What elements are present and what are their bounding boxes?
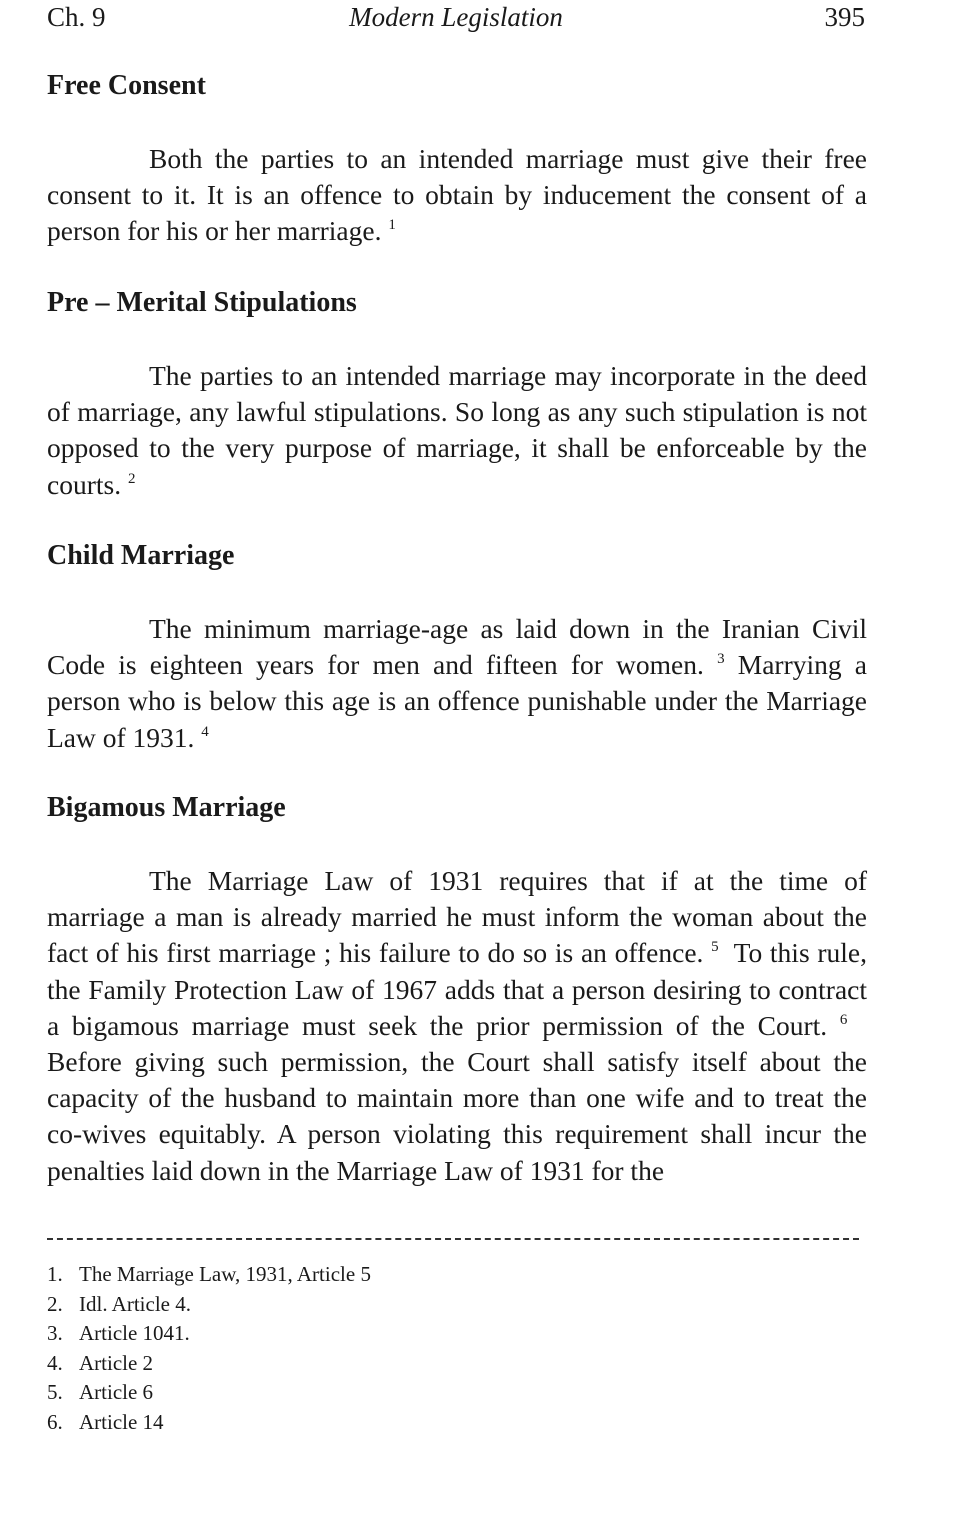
footnote-item — [47, 1260, 371, 1290]
footnote-number: 6. — [47, 1409, 63, 1434]
page-number: 395 — [824, 2, 865, 32]
section-paragraph-pre-merital-stipulations — [47, 358, 867, 503]
footnote-number: 5. — [47, 1380, 63, 1404]
footnote-number: 2. — [47, 1291, 63, 1316]
footnote-reference: 3 — [717, 650, 725, 667]
section-heading-bigamous-marriage: Bigamous Marriage — [47, 792, 286, 823]
footnote-reference: 2 — [127, 470, 136, 487]
paragraph-text: The Marriage Law of 1931 requires that if at the time of marriage a man is already married he must inform the woman about the fact of his first marriage ; his failure to do so is an offence. — [47, 865, 867, 969]
footnote-reference: 5 — [711, 939, 719, 956]
section-paragraph-free-consent — [47, 141, 867, 250]
footnote-number: 4. — [47, 1350, 63, 1375]
section-paragraph-bigamous-marriage — [47, 863, 867, 1189]
footnote-text: Article 2 — [79, 1350, 154, 1375]
footnote-number: 3. — [47, 1321, 63, 1345]
footnote-item — [47, 1319, 371, 1349]
footnote-reference: 4 — [201, 723, 209, 740]
footnote-reference: 1 — [388, 217, 396, 234]
footnote-list — [47, 1260, 371, 1437]
paragraph-text: The minimum marriage-age as laid down in the Iranian Civil Code is eighteen years for men and fifteen for women. — [47, 613, 867, 681]
section-heading-pre-merital-stipulations: Pre – Merital Stipulations — [47, 287, 357, 318]
footnote-text: Article 14 — [79, 1409, 164, 1434]
footnote-text: The Marriage Law, 1931, Article 5 — [79, 1262, 371, 1286]
footnote-item — [47, 1408, 371, 1438]
paragraph-text: The parties to an intended marriage may incorporate in the deed of marriage, any lawful stipulations. So long as any such stipulation is not opposed to the very purpose of marriage, it shall be enforceable by the courts. — [47, 360, 867, 500]
running-head — [47, 0, 865, 34]
paragraph-text: Marrying a person who is below this age is an offence punishable under the Marriage Law of 1931. — [47, 649, 868, 753]
running-title: Modern Legislation — [349, 2, 563, 32]
footnote-divider — [47, 1238, 859, 1240]
paragraph-text: Both the parties to an intended marriage must give their free consent to it. It is an offence to obtain by inducement the consent of a person for his or her marriage. — [47, 143, 867, 247]
paragraph-text: Before giving such permission, the Court shall satisfy itself about the capacity of the husband to maintain more than one wife and to treat the co-wives equitably. A person violating this requirement shall incur the penalties laid down in the Marriage Law of 1931 for the — [47, 1046, 867, 1186]
paragraph-text: To this rule, the Family Protection Law of 1967 adds that a person desiring to contract a bigamous marriage must seek the prior permission of the Court. — [47, 937, 867, 1041]
footnote-item — [47, 1378, 371, 1408]
footnote-item — [47, 1349, 371, 1379]
footnote-text: Idl. Article 4. — [79, 1291, 191, 1316]
section-heading-free-consent: Free Consent — [47, 70, 206, 101]
footnote-text: Article 1041. — [79, 1321, 190, 1345]
footnote-text: Article 6 — [79, 1380, 154, 1404]
section-heading-child-marriage: Child Marriage — [47, 540, 235, 571]
section-paragraph-child-marriage — [47, 611, 867, 756]
footnote-reference: 6 — [839, 1011, 848, 1028]
footnote-item — [47, 1290, 371, 1320]
chapter-label: Ch. 9 — [47, 2, 106, 32]
footnote-number: 1. — [47, 1262, 63, 1286]
